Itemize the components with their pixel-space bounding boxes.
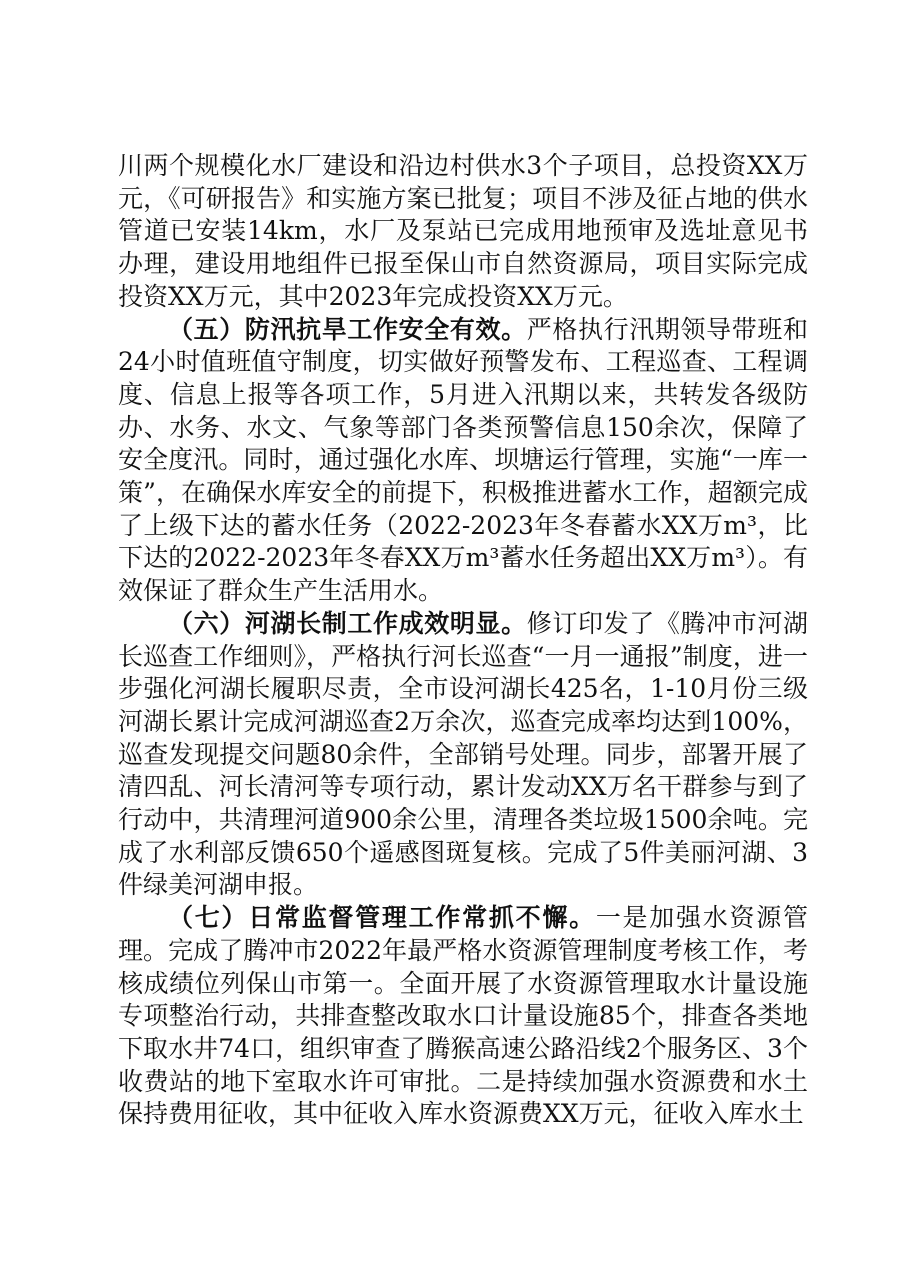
- paragraph-text: 严格执行汛期领导带班和24小时值班值守制度，切实做好预警发布、工程巡查、工程调度、信息上报等各项工作，5月进入汛期以来，共转发各级防办、水务、水文、气象等部门各类预警信息150余次，保障了安全度汛。同时，通过强化水库、坝塘运行管理，实施“一库一策”，在确保水库安全的前提下，积极推进蓄水工作，超额完成了上级下达的蓄水任务（2022-2023年冬春蓄水XX万m³，比下达的2022-2023年冬春XX万m³蓄水任务超出XX万m³）。有效保证了群众生产生活用水。: [118, 314, 808, 606]
- paragraph-flood-control: [118, 314, 808, 608]
- paragraph-text: 川两个规模化水厂建设和沿边村供水3个子项目，总投资XX万元，《可研报告》和实施方案已批复；项目不涉及征占地的供水管道已安装14km，水厂及泵站已完成用地预审及选址意见书办理，建设用地组件已报至保山市自然资源局，项目实际完成投资XX万元，其中2023年完成投资XX万元。: [118, 151, 808, 311]
- paragraph-supervision: [118, 902, 808, 1131]
- paragraph-text: 一是加强水资源管理。完成了腾冲市2022年最严格水资源管理制度考核工作，考核成绩位列保山市第一。全面开展了水资源管理取水计量设施专项整治行动，共排查整改取水口计量设施85个，排查各类地下取水井74口，组织审查了腾猴高速公路沿线2个服务区、3个收费站的地下室取水许可审批。二是持续加强水资源费和水土保持费用征收，其中征收入库水资源费XX万元，征收入库水土: [118, 903, 808, 1129]
- section-heading-7: （七）日常监督管理工作常抓不懈。: [168, 903, 596, 933]
- section-heading-6: （六）河湖长制工作成效明显。: [168, 608, 527, 638]
- paragraph-text: 修订印发了《腾冲市河湖长巡查工作细则》，严格执行河长巡查“一月一通报”制度，进一步强化河湖长履职尽责，全市设河湖长425名，1-10月份三级河湖长累计完成河湖巡查2万余次，巡查完成率均达到100%，巡查发现提交问题80余件，全部销号处理。同步，部署开展了清四乱、河长清河等专项行动，累计发动XX万名干群参与到了行动中，共清理河道900余公里，清理各类垃圾1500余吨。完成了水利部反馈650个遥感图斑复核。完成了5件美丽河湖、3件绿美河湖申报。: [118, 608, 808, 900]
- document-body: [118, 150, 808, 1131]
- section-heading-5: （五）防汛抗旱工作安全有效。: [168, 314, 527, 344]
- paragraph-continuation: [118, 150, 808, 314]
- paragraph-river-chief: [118, 608, 808, 902]
